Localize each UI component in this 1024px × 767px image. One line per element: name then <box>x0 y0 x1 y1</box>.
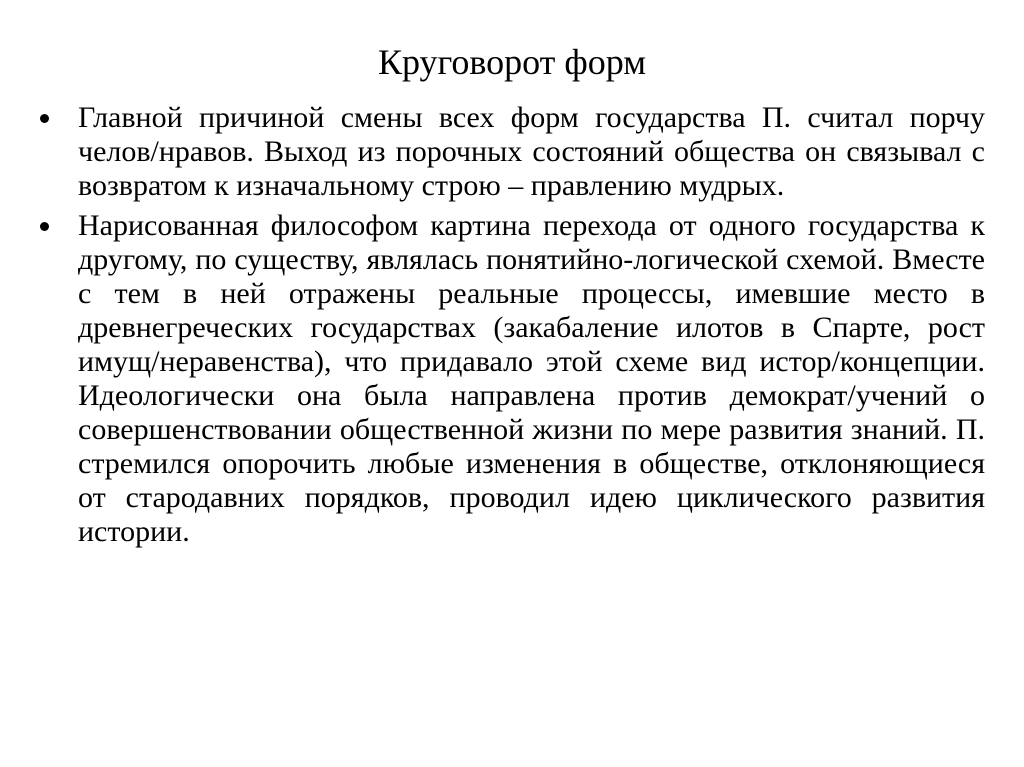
list-item <box>38 209 985 549</box>
bullet-icon <box>38 209 78 231</box>
bullet-list <box>0 101 1024 549</box>
bullet-icon <box>38 101 78 123</box>
bullet-paragraph-2: Нарисованная философом картина перехода от одного государства к другому, по существу, являлась понятийно-логической схемой. Вместе с тем в ней отражены реальные процессы, имевшие место в древнегреческих государствах (закабаление илотов в Спарте, рост имущ/неравенства), что придавало этой схеме вид истор/концепции. Идеологически она была направлена против демократ/учений о совершенствовании общественной жизни по мере развития знаний. П. стремился опорочить любые изменения в обществе, отклоняющиеся от стародавних порядков, проводил идею циклического развития истории. <box>78 209 985 549</box>
slide-title: Круговорот форм <box>378 42 646 82</box>
bullet-paragraph-1: Главной причиной смены всех форм государства П. считал порчу челов/нравов. Выход из порочных состояний общества он связывал с возвратом к изначальному строю – правлению мудрых. <box>78 101 985 203</box>
list-item <box>38 101 985 203</box>
